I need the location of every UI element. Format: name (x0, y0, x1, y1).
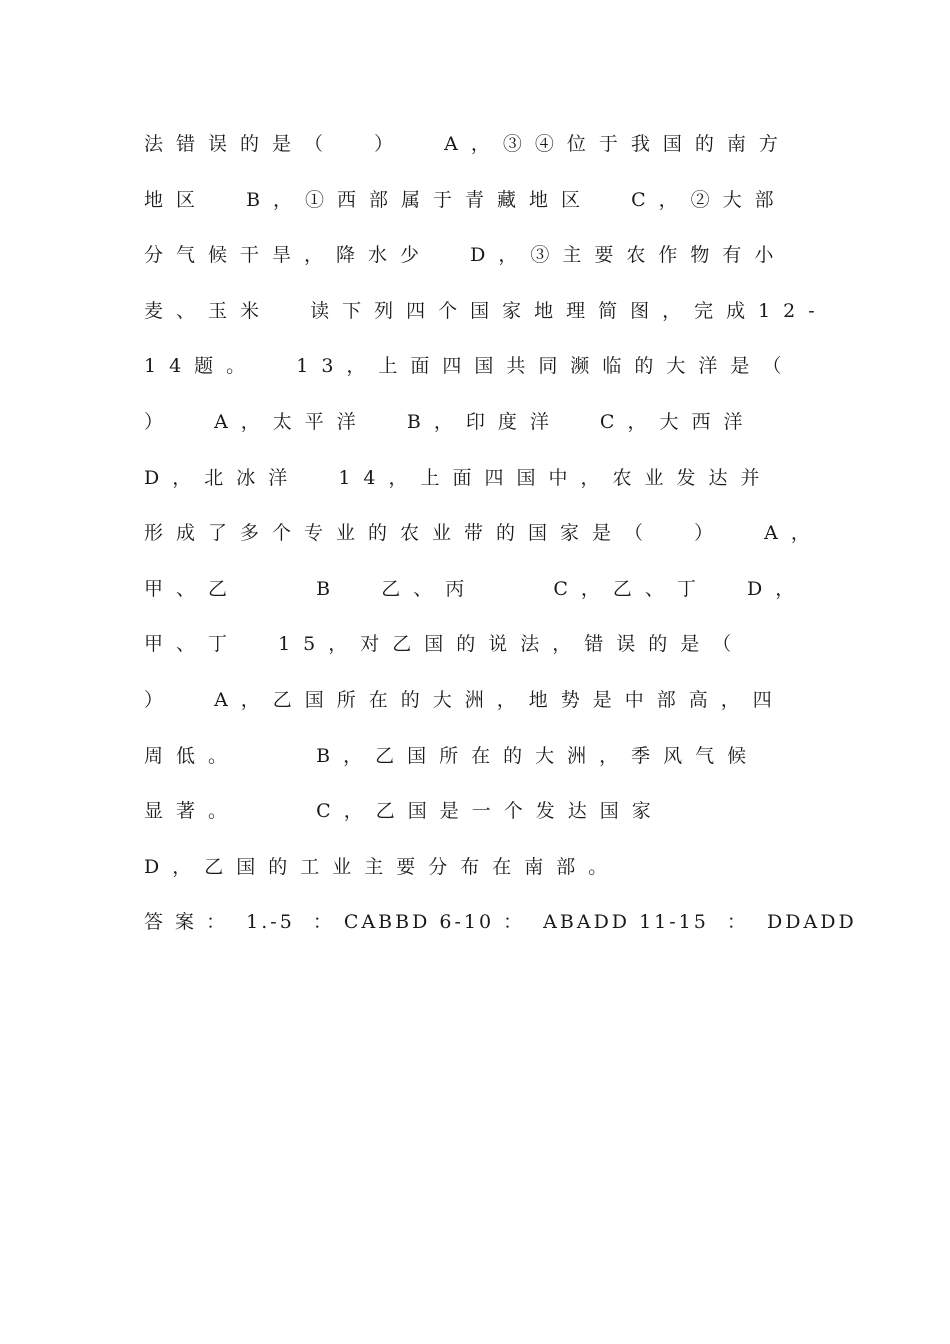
question-text (144, 126, 857, 960)
text-line: ） A，太平洋 B，印度洋 C，大西洋 (144, 410, 756, 433)
text-line: 法错误的是（ ） A，③④位于我国的南方 (144, 133, 791, 155)
text-line: 周低。 B，乙国所在的大洲，季风气候 (144, 744, 760, 767)
text-line: D，北冰洋 14，上面四国中，农业发达并 (144, 466, 773, 489)
text-line: 形成了多个专业的农业带的国家是（ ） A， (144, 522, 823, 545)
answer-key-line: 答 案 ： 1.-5 ： CABBD 6-10 ： ABADD 11-15 ： DDADD (144, 911, 857, 934)
text-line: 14题。 13，上面四国共同濒临的大洋是（ (144, 355, 795, 378)
text-line: 甲、丁 15，对乙国的说法，错误的是（ (144, 633, 745, 656)
text-line: 麦、玉米 读下列四个国家地理简图，完成12- (144, 299, 828, 322)
text-line: 甲、乙 B 乙、丙 C，乙、丁 D， (144, 577, 808, 600)
text-line: 地区 B，①西部属于青藏地区 C，②大部 (144, 188, 787, 211)
text-line: D，乙国的工业主要分布在南部。 (144, 855, 621, 878)
text-line: 分气候干旱，降水少 D，③主要农作物有小 (144, 244, 787, 267)
text-line: ） A，乙国所在的大洲，地势是中部高，四 (144, 688, 785, 711)
text-line: 显著。 C，乙国是一个发达国家 (144, 800, 664, 823)
